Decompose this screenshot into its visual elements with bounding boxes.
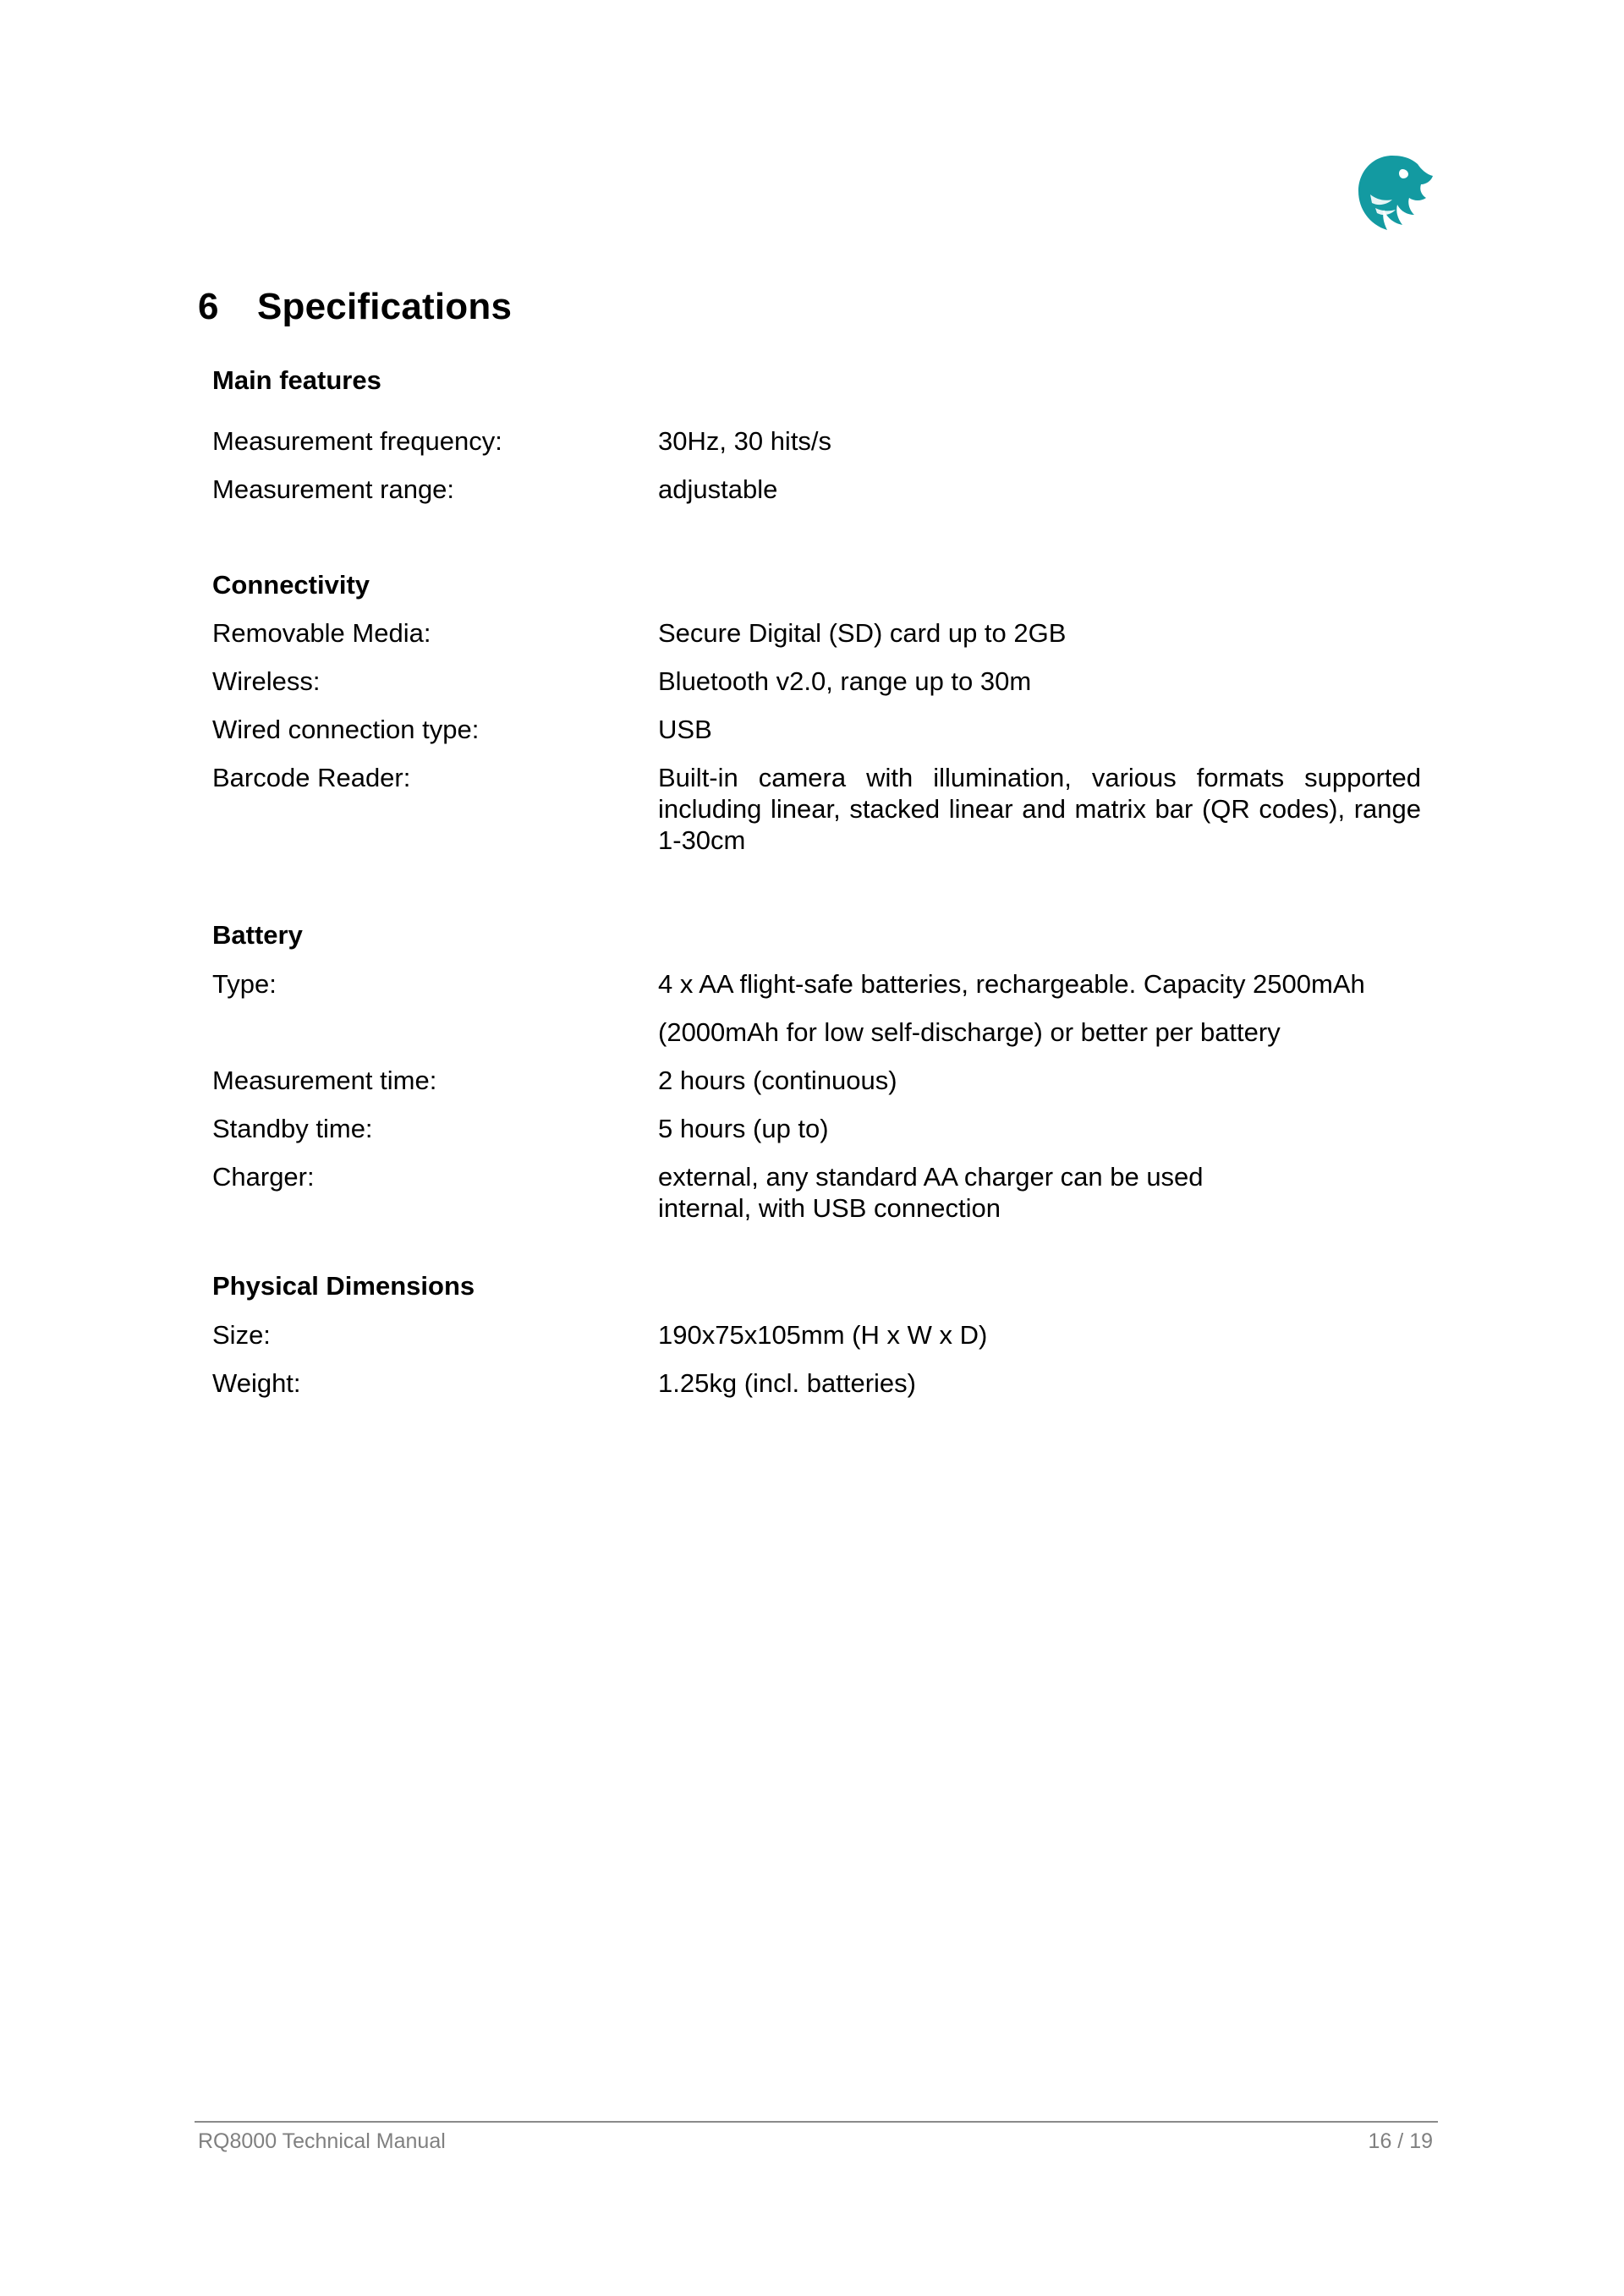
spec-label: Wireless: — [212, 666, 321, 696]
spec-value: 30Hz, 30 hits/s — [658, 426, 832, 456]
page-title — [198, 286, 512, 328]
spec-value: USB — [658, 715, 712, 744]
spec-label: Standby time: — [212, 1114, 373, 1143]
spec-value: adjustable — [658, 474, 778, 504]
spec-label: Charger: — [212, 1162, 315, 1192]
eagle-head-logo-icon — [1350, 151, 1435, 235]
section-heading-battery: Battery — [212, 920, 303, 950]
spec-value: (2000mAh for low self-discharge) or better per battery — [658, 1017, 1281, 1047]
spec-value: 1.25kg (incl. batteries) — [658, 1368, 916, 1398]
chapter-number: 6 — [198, 286, 219, 327]
footer-page-number: 16 / 19 — [1368, 2129, 1433, 2153]
spec-value-line: external, any standard AA charger can be used — [658, 1162, 1204, 1192]
spec-label: Measurement time: — [212, 1066, 437, 1095]
footer-divider — [195, 2121, 1438, 2123]
spec-value — [658, 1161, 1421, 1224]
spec-label: Barcode Reader: — [212, 763, 411, 792]
chapter-title: Specifications — [257, 286, 513, 327]
spec-value-line: internal, with USB connection — [658, 1193, 1001, 1223]
spec-value: Secure Digital (SD) card up to 2GB — [658, 618, 1067, 648]
spec-label: Type: — [212, 969, 277, 999]
spec-label: Removable Media: — [212, 618, 431, 648]
footer-document-title: RQ8000 Technical Manual — [198, 2129, 446, 2153]
spec-label: Measurement frequency: — [212, 426, 502, 456]
section-heading-main-features: Main features — [212, 365, 381, 395]
spec-label: Measurement range: — [212, 474, 455, 504]
spec-label: Wired connection type: — [212, 715, 480, 744]
spec-value: Bluetooth v2.0, range up to 30m — [658, 666, 1032, 696]
company-logo-icon — [1350, 151, 1435, 235]
spec-label: Weight: — [212, 1368, 301, 1398]
spec-value: 2 hours (continuous) — [658, 1066, 897, 1095]
spec-label: Size: — [212, 1320, 271, 1350]
spec-value: 5 hours (up to) — [658, 1114, 829, 1143]
section-heading-connectivity: Connectivity — [212, 570, 370, 600]
spec-value: 190x75x105mm (H x W x D) — [658, 1320, 988, 1350]
spec-value: 4 x AA flight-safe batteries, rechargeable. Capacity 2500mAh — [658, 969, 1365, 999]
spec-value: Built-in camera with illumination, various formats supported including linear, stacked linear and matrix bar (QR codes), range 1-30cm — [658, 763, 1421, 855]
section-heading-physical-dimensions: Physical Dimensions — [212, 1271, 475, 1301]
